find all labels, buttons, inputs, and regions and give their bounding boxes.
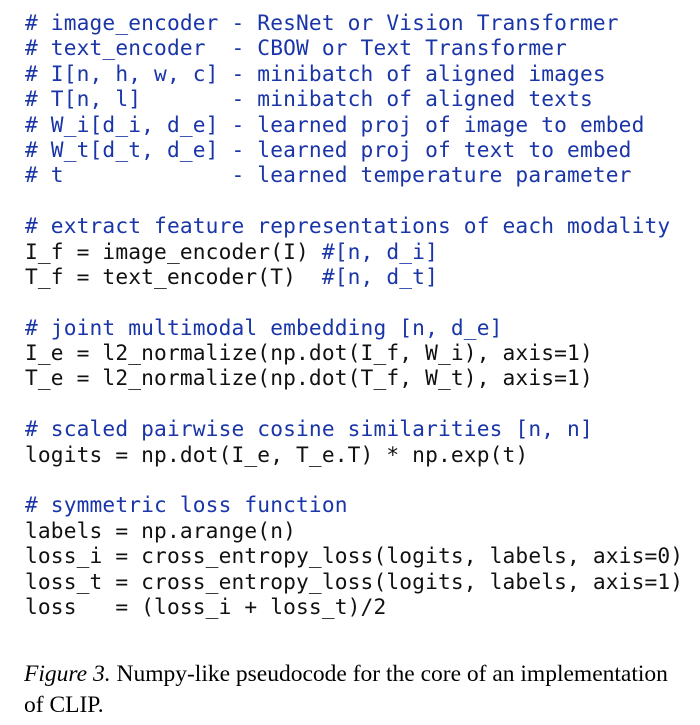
code-line (25, 35, 695, 60)
code-text: labels = np.arange(n) (25, 517, 297, 543)
code-line (25, 10, 695, 35)
code-text: T_e = l2_normalize(np.dot(T_f, W_t), axis=1) (25, 365, 593, 391)
code-comment: # W_i[d_i, d_e] - learned proj of image to embed (25, 111, 645, 137)
code-text: logits = np.dot(I_e, T_e.T) * np.exp(t) (25, 441, 529, 467)
code-comment: # text_encoder - CBOW or Text Transformer (25, 35, 568, 61)
code-line (25, 112, 695, 137)
code-text: loss = (loss_i + loss_t)/2 (25, 593, 387, 619)
code-text: I_f = image_encoder(I) (25, 238, 322, 264)
code-comment: # W_t[d_t, d_e] - learned proj of text to embed (25, 136, 632, 162)
code-comment: # I[n, h, w, c] - minibatch of aligned images (25, 60, 606, 86)
code-text: T_f = text_encoder(T) (25, 263, 322, 289)
code-line (25, 594, 695, 619)
code-comment: # t - learned temperature parameter (25, 162, 632, 188)
code-line (25, 289, 695, 314)
code-line (25, 543, 695, 568)
code-line (25, 365, 695, 390)
code-line (25, 137, 695, 162)
code-text: loss_t = cross_entropy_loss(logits, labels, axis=1) (25, 568, 684, 594)
code-comment: #[n, d_t] (321, 263, 438, 289)
code-line (25, 518, 695, 543)
pseudocode-block (25, 10, 695, 619)
caption-text: Numpy-like pseudocode for the core of an implementation of CLIP. (24, 661, 668, 718)
figure-caption (24, 659, 692, 721)
code-comment: # extract feature representations of each modality (25, 213, 671, 239)
code-line (25, 239, 695, 264)
code-comment: #[n, d_i] (321, 238, 438, 264)
code-line (25, 416, 695, 441)
code-line (25, 162, 695, 187)
code-line (25, 86, 695, 111)
figure-label: Figure 3. (24, 661, 111, 687)
code-line (25, 391, 695, 416)
code-comment: # T[n, l] - minibatch of aligned texts (25, 86, 593, 112)
code-line (25, 340, 695, 365)
code-line (25, 264, 695, 289)
code-comment: # joint multimodal embedding [n, d_e] (25, 314, 503, 340)
code-line (25, 467, 695, 492)
code-line (25, 315, 695, 340)
code-comment: # image_encoder - ResNet or Vision Transformer (25, 10, 619, 35)
code-line (25, 61, 695, 86)
code-line (25, 188, 695, 213)
code-line (25, 213, 695, 238)
code-line (25, 442, 695, 467)
code-text: I_e = l2_normalize(np.dot(I_f, W_i), axis=1) (25, 340, 593, 366)
code-comment: # scaled pairwise cosine similarities [n, n] (25, 416, 593, 442)
code-text: loss_i = cross_entropy_loss(logits, labels, axis=0) (25, 543, 684, 569)
code-line (25, 492, 695, 517)
code-line (25, 569, 695, 594)
code-comment: # symmetric loss function (25, 492, 348, 518)
